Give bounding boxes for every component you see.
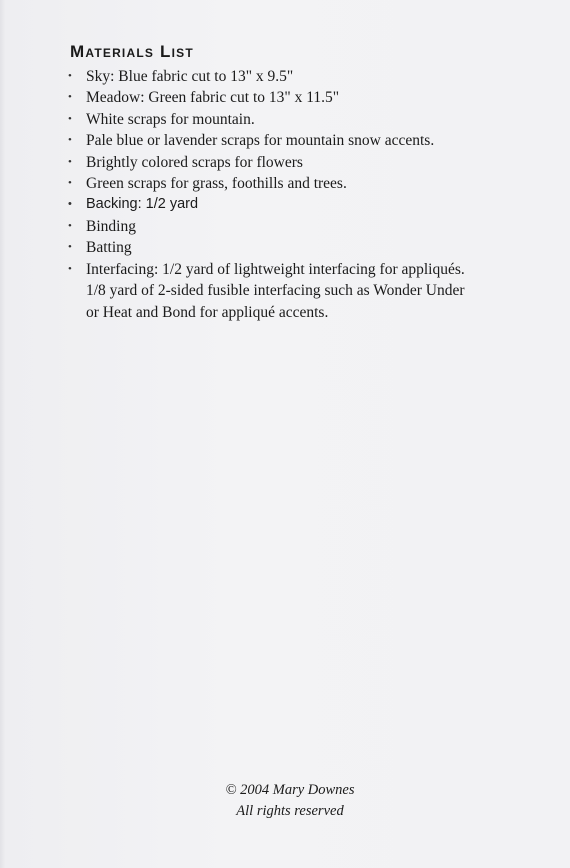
list-item: • Binding [66, 216, 466, 237]
page-edge [0, 0, 6, 868]
list-item: • Pale blue or lavender scraps for mountain snow accents. [66, 130, 466, 151]
copyright-line: © 2004 Mary Downes [225, 782, 355, 798]
rights-line: All rights reserved [236, 803, 344, 819]
list-item: • White scraps for mountain. [66, 109, 466, 130]
footer [0, 780, 570, 822]
materials-list [66, 66, 466, 323]
list-item: • Green scraps for grass, foothills and trees. [66, 173, 466, 194]
list-item: • Meadow: Green fabric cut to 13" x 11.5" [66, 87, 466, 108]
list-item: • Interfacing: 1/2 yard of lightweight interfacing for appliqués. 1/8 yard of 2-sided fusible interfacing such as Wonder Under or Heat and Bond for appliqué accents. [66, 259, 466, 324]
list-item: • Brightly colored scraps for flowers [66, 152, 466, 173]
list-item: • Batting [66, 237, 466, 258]
list-item: • Sky: Blue fabric cut to 13" x 9.5" [66, 66, 466, 87]
list-item: • Backing: 1/2 yard [66, 194, 466, 215]
materials-heading: Materials List [70, 42, 194, 61]
